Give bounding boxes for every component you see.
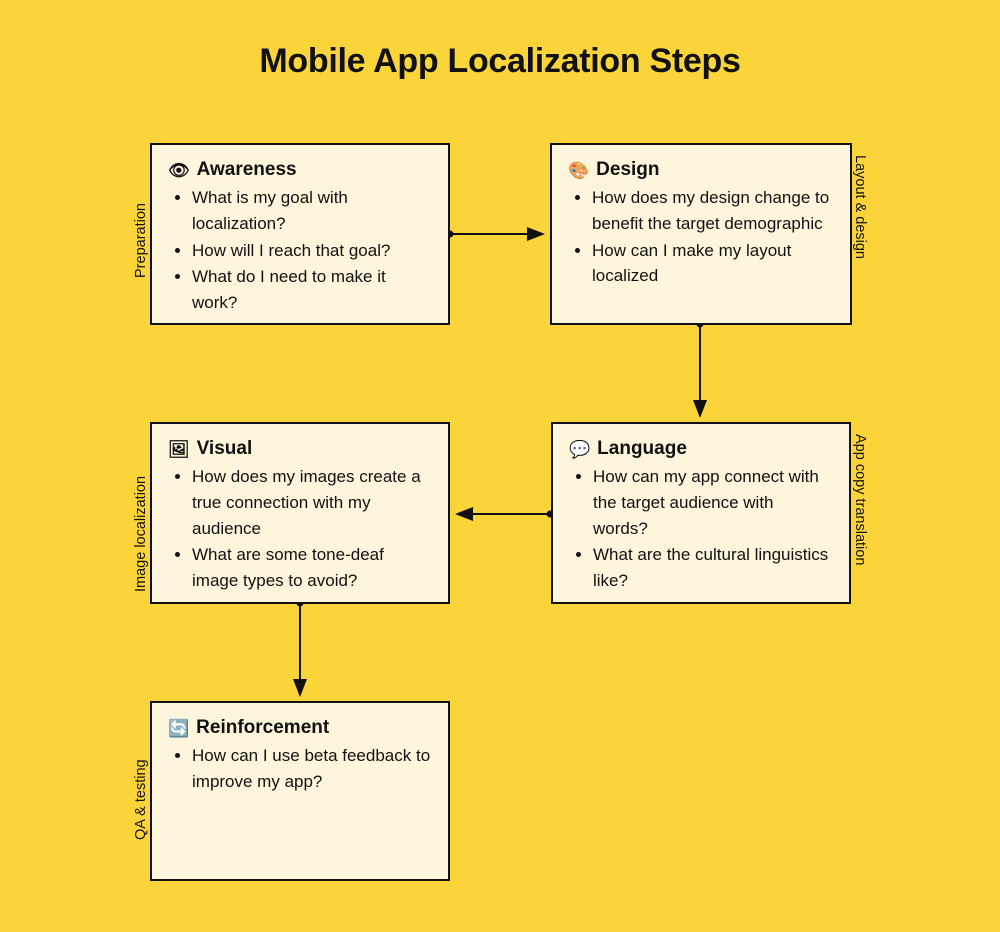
list-item: • How can I use beta feedback to improve my app?: [192, 743, 432, 795]
list-item: • What do I need to make it work?: [192, 264, 432, 316]
node-reinforcement[interactable]: [150, 701, 450, 881]
list-item: • How does my images create a true connection with my audience: [192, 464, 432, 541]
list-item: • How can my app connect with the target audience with words?: [593, 464, 833, 541]
node-design-header: [568, 159, 834, 181]
framed-picture-icon: 🖼: [168, 439, 190, 459]
list-item: • What are the cultural linguistics like?: [593, 542, 833, 594]
page-title: Mobile App Localization Steps: [259, 42, 741, 80]
side-label-app-copy-translation: App copy translation: [852, 434, 868, 566]
side-label-preparation: Preparation: [133, 203, 149, 278]
node-visual-title: Visual: [196, 438, 253, 459]
eye-icon: 👁: [168, 160, 190, 180]
list-item: • What are some tone-deaf image types to avoid?: [192, 542, 432, 594]
node-reinforcement-list: [168, 743, 432, 795]
recycle-arrows-icon: 🔄: [168, 718, 190, 738]
node-awareness-header: [168, 159, 432, 181]
node-design[interactable]: [550, 143, 852, 325]
node-visual-list: [168, 464, 432, 594]
node-design-list: [568, 185, 834, 289]
side-label-image-localization: Image localization: [133, 475, 149, 592]
list-item: • What is my goal with localization?: [192, 185, 432, 237]
list-item: • How does my design change to benefit the target demographic: [592, 185, 834, 237]
side-label-qa-testing: QA & testing: [133, 759, 149, 840]
node-reinforcement-header: [168, 717, 432, 739]
node-visual[interactable]: [150, 422, 450, 604]
node-language-list: [569, 464, 833, 594]
list-item: • How will I reach that goal?: [192, 238, 432, 264]
node-awareness-title: Awareness: [196, 159, 297, 180]
node-design-title: Design: [596, 159, 660, 180]
node-reinforcement-title: Reinforcement: [196, 717, 330, 738]
node-awareness[interactable]: [150, 143, 450, 325]
speech-balloon-icon: 💬: [569, 439, 591, 459]
node-language-header: [569, 438, 833, 460]
node-visual-header: [168, 438, 432, 460]
side-label-layout-design: Layout & design: [852, 155, 868, 259]
list-item: • How can I make my layout localized: [592, 238, 834, 290]
node-awareness-list: [168, 185, 432, 316]
palette-icon: 🎨: [568, 160, 590, 180]
node-language[interactable]: [551, 422, 851, 604]
node-language-title: Language: [597, 438, 687, 459]
